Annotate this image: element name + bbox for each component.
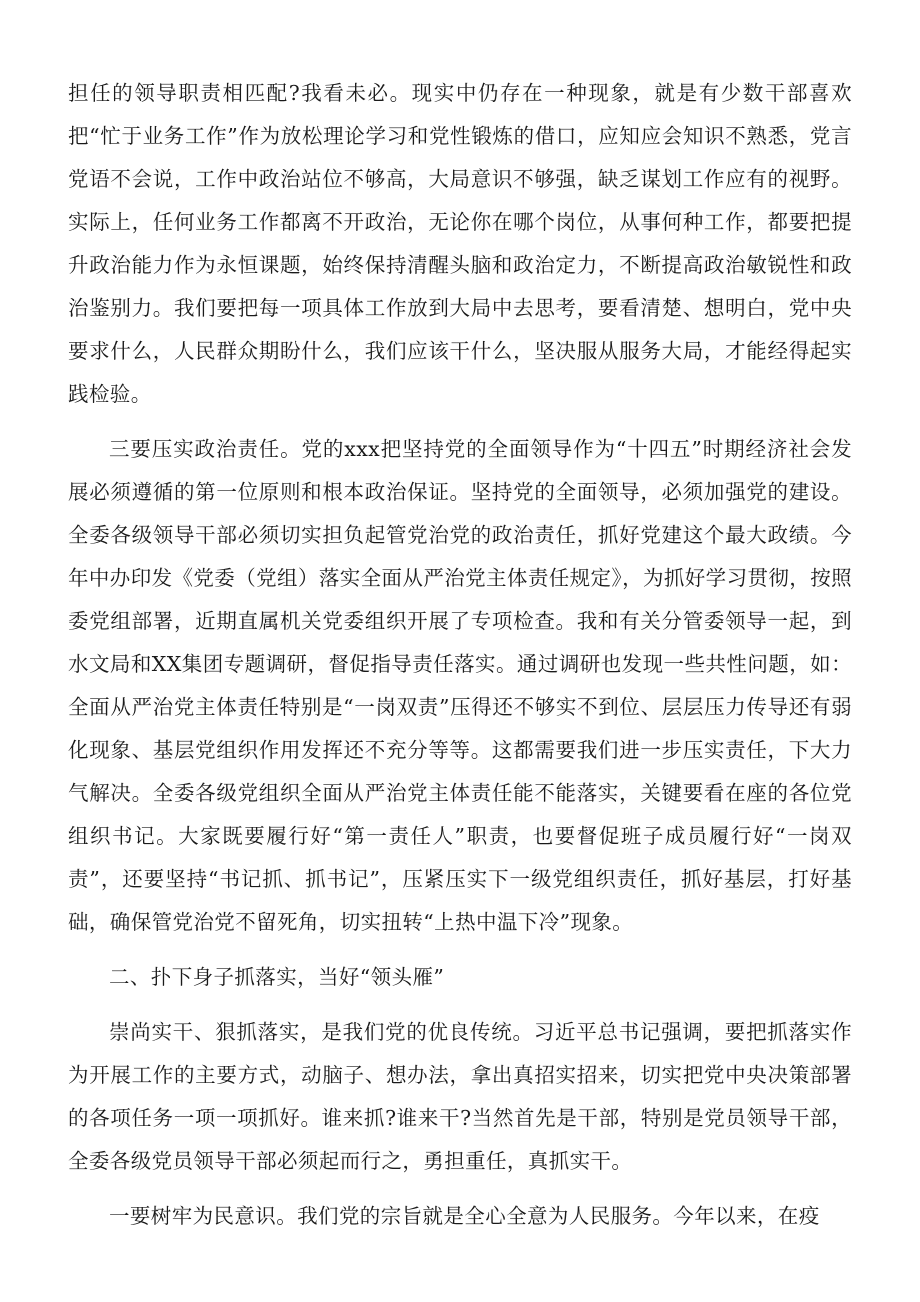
paragraph-political-responsibility: 三要压实政治责任。党的xxx把坚持党的全面领导作为“十四五”时期经济社会发展必须遵循的第一位原则和根本政治保证。坚持党的全面领导，必须加强党的建设。全委各级领导干部必须切实担负起管党治党的政治责任，抓好党建这个最大政绩。今年中办印发《党委（党组）落实全面从严治党主体责任规定》，为抓好学习贯彻，按照委党组部署，近期直属机关党委组织开展了专项检查。我和有关分管委领导一起，到水文局和XX集团专题调研，督促指导责任落实。通过调研也发现一些共性问题，如：全面从严治党主体责任特别是“一岗双责”压得还不够实不到位、层层压力传导还有弱化现象、基层党组织作用发挥还不充分等等。这都需要我们进一步压实责任，下大力气解决。全委各级党组织全面从严治党主体责任能不能落实，关键要看在座的各位党组织书记。大家既要履行好“第一责任人”职责，也要督促班子成员履行好“一岗双责”，还要坚持“书记抓、抓书记”，压紧压实下一级党组织责任，抓好基层，打好基础，确保管党治党不留死角，切实扭转“上热中温下冷”现象。: [68, 437, 852, 934]
paragraph-implementation: 崇尚实干、狠抓落实，是我们党的优良传统。习近平总书记强调，要把抓落实作为开展工作的主要方式，动脑子、想办法，拿出真招实招来，切实把党中央决策部署的各项任务一项一项抓好。谁来抓?谁来干?当然首先是干部，特别是党员领导干部，全委各级党员领导干部必须起而行之，勇担重任，真抓实干。: [68, 1020, 852, 1173]
paragraph-continuation: 担任的领导职责相匹配?我看未必。现实中仍存在一种现象，就是有少数干部喜欢把“忙于业务工作”作为放松理论学习和党性锻炼的借口，应知应会知识不熟悉，党言党语不会说，工作中政治站位不够高，大局意识不够强，缺乏谋划工作应有的视野。实际上，任何业务工作都离不开政治，无论你在哪个岗位，从事何种工作，都要把提升政治能力作为永恒课题，始终保持清醒头脑和政治定力，不断提高政治敏锐性和政治鉴别力。我们要把每一项具体工作放到大局中去思考，要看清楚、想明白，党中央要求什么，人民群众期盼什么，我们应该干什么，坚决服从服务大局，才能经得起实践检验。: [68, 81, 852, 406]
paragraph-people-awareness: 一要树牢为民意识。我们党的宗旨就是全心全意为人民服务。今年以来，在疫: [109, 1204, 820, 1228]
document-page: [68, 72, 852, 1250]
section-heading: 二、扑下身子抓落实，当好“领头雁”: [109, 965, 445, 989]
